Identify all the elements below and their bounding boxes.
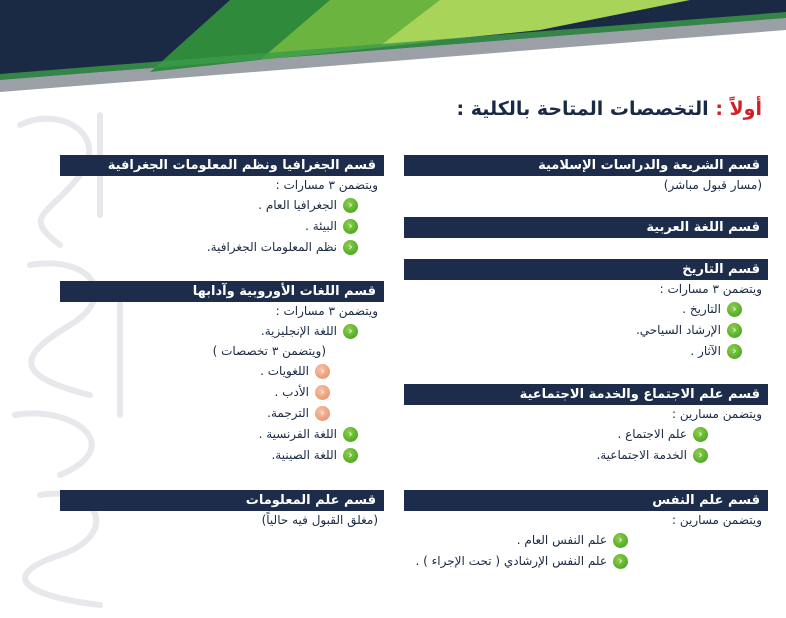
dept-psychology bbox=[404, 490, 768, 572]
chevron-left-icon: ‹ bbox=[727, 344, 742, 359]
sub-note: (ويتضمن ٣ تخصصات ) bbox=[212, 344, 326, 358]
dept-arabic bbox=[404, 217, 768, 238]
chevron-left-icon: ‹ bbox=[343, 219, 358, 234]
list-item: ‹ البيئة . bbox=[60, 216, 384, 237]
dept-intro: ويتضمن ٣ مسارات : bbox=[275, 178, 378, 192]
dept-title: قسم علم النفس bbox=[404, 490, 768, 511]
header-banner bbox=[0, 0, 786, 92]
list-item: ‹ علم النفس العام . bbox=[404, 530, 768, 551]
chevron-left-icon: ‹ bbox=[727, 323, 742, 338]
dept-intro: ويتضمن ٣ مسارات : bbox=[659, 282, 762, 296]
list-item: ‹ علم النفس الإرشادي ( تحت الإجراء ) . bbox=[404, 551, 768, 572]
dept-intro: ويتضمن ٣ مسارات : bbox=[275, 304, 378, 318]
dept-title: قسم اللغات الأوروبية وآدابها bbox=[60, 281, 384, 302]
list-item: ‹ نظم المعلومات الجغرافية. bbox=[60, 237, 384, 258]
list-item: ‹ الآثار . bbox=[404, 341, 768, 362]
list-item: ‹ الترجمة. bbox=[60, 403, 384, 424]
heading-ordinal: أولاً : bbox=[715, 98, 762, 120]
list-item: ‹ الخدمة الاجتماعية. bbox=[404, 445, 768, 466]
chevron-left-icon: ‹ bbox=[315, 364, 330, 379]
chevron-left-icon: ‹ bbox=[343, 198, 358, 213]
dept-sharia bbox=[404, 155, 768, 195]
dept-information bbox=[60, 490, 384, 530]
chevron-left-icon: ‹ bbox=[727, 302, 742, 317]
dept-title: قسم الشريعة والدراسات الإسلامية bbox=[404, 155, 768, 176]
chevron-left-icon: ‹ bbox=[343, 427, 358, 442]
list-item: ‹ علم الاجتماع . bbox=[404, 424, 768, 445]
dept-title: قسم التاريخ bbox=[404, 259, 768, 280]
list-item: ‹ التاريخ . bbox=[404, 299, 768, 320]
list-item: ‹ اللغة الصينية. bbox=[60, 445, 384, 466]
list-item: ‹ الإرشاد السياحي. bbox=[404, 320, 768, 341]
left-column bbox=[60, 155, 384, 530]
page-heading bbox=[457, 98, 763, 120]
right-column bbox=[404, 155, 768, 572]
list-item: ‹ اللغة الإنجليزية. bbox=[60, 321, 384, 342]
chevron-left-icon: ‹ bbox=[343, 240, 358, 255]
chevron-left-icon: ‹ bbox=[693, 448, 708, 463]
chevron-left-icon: ‹ bbox=[315, 385, 330, 400]
dept-history bbox=[404, 259, 768, 362]
list-item: ‹ الأدب . bbox=[60, 382, 384, 403]
list-item: ‹ الجغرافيا العام . bbox=[60, 195, 384, 216]
chevron-left-icon: ‹ bbox=[693, 427, 708, 442]
dept-title: قسم الجغرافيا ونظم المعلومات الجغرافية bbox=[60, 155, 384, 176]
dept-title: قسم علم الاجتماع والخدمة الاجتماعية bbox=[404, 384, 768, 405]
chevron-left-icon: ‹ bbox=[343, 448, 358, 463]
dept-note: (مسار قبول مباشر) bbox=[663, 178, 762, 192]
heading-title: التخصصات المتاحة بالكلية : bbox=[456, 98, 709, 120]
chevron-left-icon: ‹ bbox=[315, 406, 330, 421]
dept-sociology bbox=[404, 384, 768, 466]
chevron-left-icon: ‹ bbox=[343, 324, 358, 339]
dept-note: (مغلق القبول فيه حالياً) bbox=[261, 513, 378, 527]
dept-languages bbox=[60, 281, 384, 466]
list-item: ‹ اللغويات . bbox=[60, 361, 384, 382]
dept-geography bbox=[60, 155, 384, 258]
list-item: ‹ اللغة الفرنسية . bbox=[60, 424, 384, 445]
dept-title: قسم علم المعلومات bbox=[60, 490, 384, 511]
dept-intro: ويتضمن مسارين : bbox=[672, 407, 762, 421]
dept-title: قسم اللغة العربية bbox=[404, 217, 768, 238]
chevron-left-icon: ‹ bbox=[613, 554, 628, 569]
dept-intro: ويتضمن مسارين : bbox=[672, 513, 762, 527]
chevron-left-icon: ‹ bbox=[613, 533, 628, 548]
